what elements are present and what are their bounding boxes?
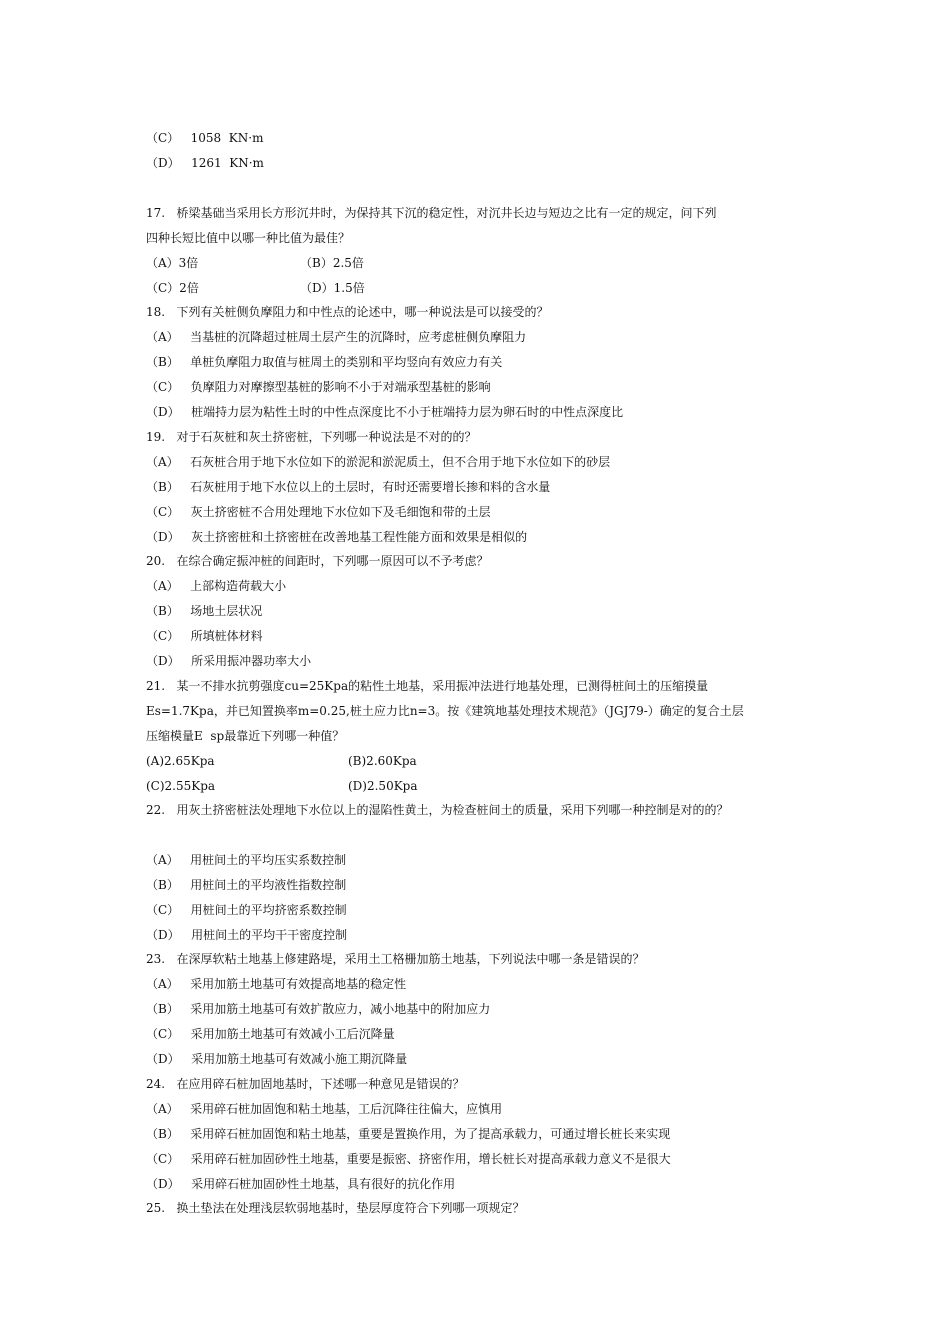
question-17-cont: 四种长短比值中以哪一种比值为最佳？ xyxy=(146,231,351,245)
question-25: 25. 换土垫法在处理浅层软弱地基时，垫层厚度符合下列哪一项规定？ xyxy=(146,1201,525,1215)
option-line: （D） 用桩间土的平均干干密度控制 xyxy=(146,928,348,942)
option-line: （A） 采用加筋土地基可有效提高地基的稳定性 xyxy=(146,977,407,991)
option-a: （A）3倍 xyxy=(146,256,199,270)
option-line: （C） 负摩阻力对摩擦型基桩的影响不小于对端承型基桩的影响 xyxy=(146,380,491,394)
question-21: 21. 某一不排水抗剪强度cu=25Kpa的粘性土地基，采用振冲法进行地基处理，已测得桩间土的压缩摸量 xyxy=(146,679,709,693)
option-line: （B） 采用碎石桩加固饱和粘土地基，重要是置换作用，为了提高承载力，可通过增长桩长来实现 xyxy=(146,1127,671,1141)
option-line: （D） 桩端持力层为粘性土时的中性点深度比不小于桩端持力层为卵石时的中性点深度比 xyxy=(146,405,624,419)
question-19: 19. 对于石灰桩和灰土挤密桩，下列哪一种说法是不对的的？ xyxy=(146,430,477,444)
question-17: 17. 桥梁基础当采用长方形沉井时，为保持其下沉的稳定性，对沉井长边与短边之比有一定的规定，问下列 xyxy=(146,206,717,220)
question-24: 24. 在应用碎石桩加固地基时，下述哪一种意见是错误的？ xyxy=(146,1077,465,1091)
option-line: （A） 用桩间土的平均压实系数控制 xyxy=(146,853,347,867)
option-line: （D） 采用加筋土地基可有效减小施工期沉降量 xyxy=(146,1052,408,1066)
option-line: （A） 石灰桩合用于地下水位如下的淤泥和淤泥质土，但不合用于地下水位如下的砂层 xyxy=(146,455,611,469)
option-line: （B） 场地土层状况 xyxy=(146,604,263,618)
option-line: （B） 石灰桩用于地下水位以上的土层时，有时还需要增长掺和料的含水量 xyxy=(146,480,551,494)
option-line: （A） 当基桩的沉降超过桩周土层产生的沉降时，应考虑桩侧负摩阻力 xyxy=(146,330,527,344)
question-21-cont: 压缩模量E sp最靠近下列哪一种值？ xyxy=(146,729,345,743)
question-20: 20. 在综合确定振冲桩的间距时，下列哪一原因可以不予考虑？ xyxy=(146,554,489,568)
question-23: 23. 在深厚软粘土地基上修建路堤，采用土工格栅加筋土地基，下列说法中哪一条是错误的？ xyxy=(146,952,645,966)
question-21-cont: Es=1.7Kpa，并已知置换率m=0.25,桩土应力比n=3。按《建筑地基处理技术规范》（JGJ79-）确定的复合土层 xyxy=(146,704,744,718)
option-line: （D） 采用碎石桩加固砂性土地基，具有很好的抗化作用 xyxy=(146,1177,456,1191)
option-line: （A） 上部构造荷载大小 xyxy=(146,579,287,593)
question-18: 18. 下列有关桩侧负摩阻力和中性点的论述中，哪一种说法是可以接受的？ xyxy=(146,305,549,319)
option-b: （B）2.5倍 xyxy=(300,256,364,270)
option-row xyxy=(146,255,446,271)
option-line: （B） 单桩负摩阻力取值与桩周土的类别和平均竖向有效应力有关 xyxy=(146,355,503,369)
option-a: (A)2.65Kpa xyxy=(146,754,215,768)
option-line: （C） 1058 KN·m xyxy=(146,131,264,145)
option-d: （D）1.5倍 xyxy=(300,281,365,295)
option-line: （B） 用桩间土的平均液性指数控制 xyxy=(146,878,347,892)
option-d: (D)2.50Kpa xyxy=(348,779,418,793)
question-22: 22. 用灰土挤密桩法处理地下水位以上的湿陷性黄土，为检查桩间土的质量，采用下列哪一种控制是对的的？ xyxy=(146,803,729,817)
option-line: （C） 所填桩体材料 xyxy=(146,629,263,643)
option-b: (B)2.60Kpa xyxy=(348,754,417,768)
option-line: （C） 用桩间土的平均挤密系数控制 xyxy=(146,903,347,917)
option-line: （A） 采用碎石桩加固饱和粘土地基，工后沉降往往偏大，应慎用 xyxy=(146,1102,503,1116)
option-line: （D） 所采用振冲器功率大小 xyxy=(146,654,312,668)
option-line: （C） 采用加筋土地基可有效减小工后沉降量 xyxy=(146,1027,395,1041)
option-line: （D） 灰土挤密桩和土挤密桩在改善地基工程性能方面和效果是相似的 xyxy=(146,530,528,544)
option-line: （D） 1261 KN·m xyxy=(146,156,264,170)
option-c: （C）2倍 xyxy=(146,281,199,295)
option-line: （B） 采用加筋土地基可有效扩散应力，减小地基中的附加应力 xyxy=(146,1002,491,1016)
option-c: (C)2.55Kpa xyxy=(146,779,216,793)
option-line: （C） 灰土挤密桩不合用处理地下水位如下及毛细饱和带的土层 xyxy=(146,505,491,519)
option-line: （C） 采用碎石桩加固砂性土地基，重要是振密、挤密作用，增长桩长对提高承载力意义不是很大 xyxy=(146,1152,671,1166)
